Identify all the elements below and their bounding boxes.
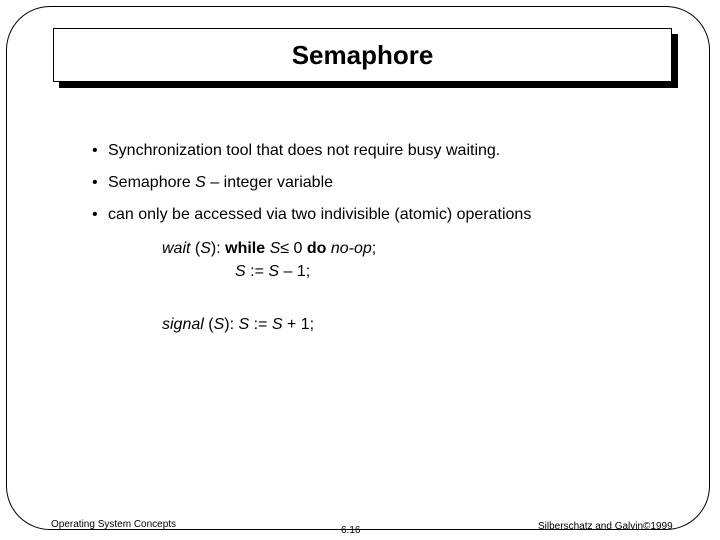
code-part: := <box>245 263 269 280</box>
wait-name: wait <box>162 240 191 257</box>
code-part: S <box>269 240 281 257</box>
slide-title: Semaphore <box>291 39 434 70</box>
code-part: 0 <box>289 240 307 257</box>
footer-page-number: 6.16 <box>341 525 361 536</box>
bullet-item <box>92 173 333 193</box>
code-part: S <box>200 240 211 257</box>
code-part: ): <box>210 240 226 257</box>
code-part: S <box>271 316 283 333</box>
do-keyword: do <box>306 240 327 257</box>
code-part: ( <box>190 240 201 257</box>
variable-s: S <box>195 174 206 191</box>
leq-symbol: ≤ <box>280 240 290 257</box>
noop-text: no-op <box>330 240 372 257</box>
code-part: S <box>235 263 246 280</box>
code-part: ( <box>203 316 214 333</box>
bullet-text: can only be accessed via two indivisible (atomic) operations <box>108 206 532 223</box>
code-part: S <box>238 316 250 333</box>
code-part: := <box>249 316 272 333</box>
signal-name: signal <box>162 316 204 333</box>
code-part: + 1; <box>282 316 315 333</box>
bullet-item <box>92 141 500 161</box>
bullet-text: Synchronization tool that does not require busy waiting. <box>108 142 501 159</box>
wait-definition-line2 <box>235 262 310 282</box>
bullet-dot: • <box>92 206 98 223</box>
title-box <box>53 28 672 82</box>
code-part: ): <box>224 316 239 333</box>
bullet-dot: • <box>92 142 98 159</box>
signal-definition <box>162 315 314 335</box>
code-part: ; <box>371 240 377 257</box>
bullet-text <box>108 173 333 193</box>
footer-right: Silberschatz and Galvin©1999 <box>538 521 673 532</box>
bullet-text-part: Semaphore <box>108 174 196 191</box>
code-part: S <box>213 316 225 333</box>
code-part: S <box>268 263 280 280</box>
wait-definition-line1 <box>162 239 376 259</box>
bullet-item <box>92 205 531 225</box>
bullet-dot: • <box>92 174 98 191</box>
code-part: – 1; <box>279 263 311 280</box>
bullet-text-part: – integer variable <box>205 174 334 191</box>
footer-left: Operating System Concepts <box>51 519 177 530</box>
while-keyword: while <box>225 240 266 257</box>
